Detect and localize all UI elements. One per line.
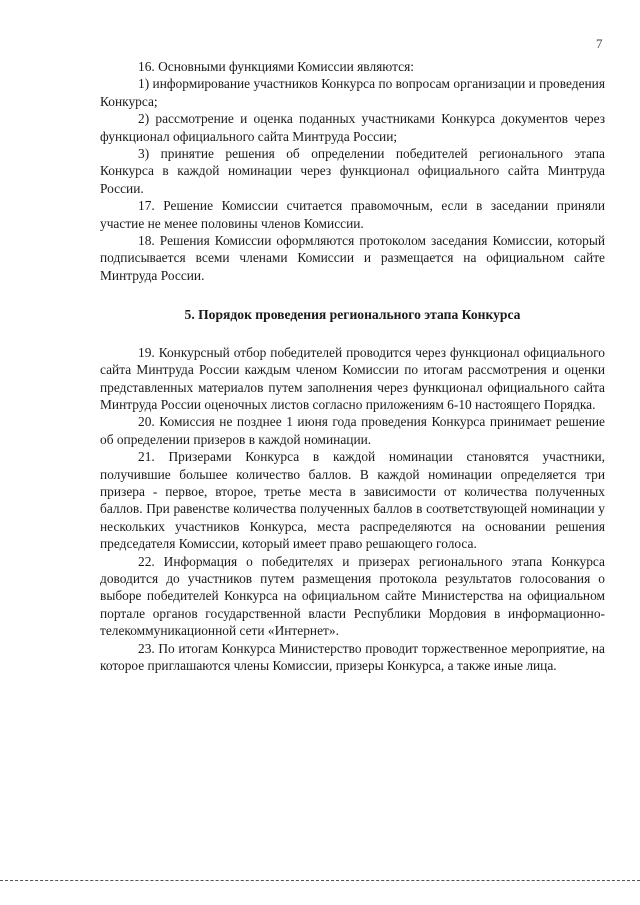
paragraph-23: 23. По итогам Конкурса Министерство проводит торжественное мероприятие, на которое приглашаются члены Комиссии, призеры Конкурса, а также иные лица. — [100, 640, 605, 673]
footer-rule — [0, 880, 640, 881]
paragraph-17: 17. Решение Комиссии считается правомочным, если в заседании приняли участие не менее половины членов Комиссии. — [100, 198, 605, 231]
paragraph-16-item-2: 2) рассмотрение и оценка поданных участниками Конкурса документов через функционал официального сайта Минтруда России; — [100, 111, 605, 144]
paragraph-18: 18. Решения Комиссии оформляются протоколом заседания Комиссии, который подписывается всеми членами Комиссии и размещается на официальном сайте Минтруда России. — [100, 233, 605, 283]
paragraph-16-item-3: 3) принятие решения об определении победителей регионального этапа Конкурса в каждой номинации через функционал официального сайта Минтруда России. — [100, 146, 605, 196]
page-number: 7 — [596, 36, 603, 51]
document-body — [100, 58, 605, 674]
paragraph-16: 16. Основными функциями Комиссии являются: — [138, 59, 414, 74]
paragraph-16-item-1: 1) информирование участников Конкурса по вопросам организации и проведения Конкурса; — [100, 76, 605, 109]
section-heading: 5. Порядок проведения регионального этапа Конкурса — [184, 307, 521, 323]
paragraph-21: 21. Призерами Конкурса в каждой номинации становятся участники, получившие большее количество баллов. В каждой номинации определяется три призера - первое, второе, третье места в зависимости от количества полученных баллов. При равенстве количества полученных баллов в соответствующей номинации у нескольких участников Конкурса, места распределяются на основании решения председателя Комиссии, который имеет право решающего голоса. — [100, 449, 605, 552]
paragraph-19: 19. Конкурсный отбор победителей проводится через функционал официального сайта Минтруда России каждым членом Комиссии по итогам рассмотрения и оценки представленных материалов путем заполнения через функционал официального сайта Минтруда России оценочных листов согласно приложениям 6-10 настоящего Порядка. — [100, 344, 605, 412]
paragraph-22: 22. Информация о победителях и призерах регионального этапа Конкурса доводится до участников путем размещения протокола результатов голосования о выборе победителей Конкурса на официальном сайте Министерства на официальном портале органов государственной власти Республики Мордовия в информационно-телекоммуникационной сети «Интернет». — [100, 553, 605, 639]
paragraph-20: 20. Комиссия не позднее 1 июня года проведения Конкурса принимает решение об определении призеров в каждой номинации. — [100, 414, 605, 447]
